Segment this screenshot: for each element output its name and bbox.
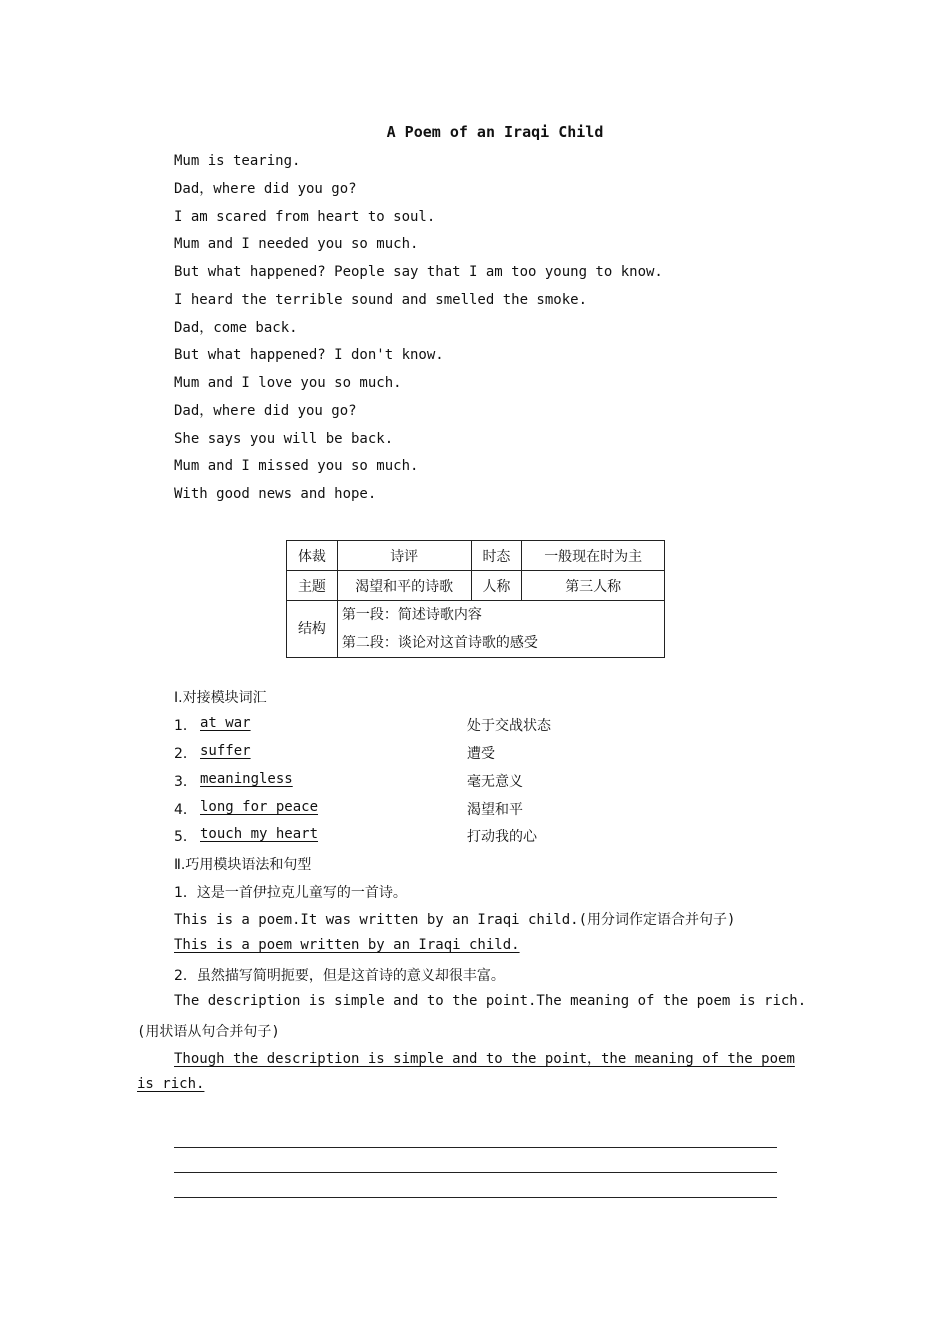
section-heading: Ⅰ.对接模块词汇 <box>174 690 267 706</box>
question-source: (用状语从句合并句子) <box>137 1024 280 1040</box>
vocab-answer: meaningless <box>200 771 293 787</box>
poem-line: Mum is tearing. <box>174 153 301 169</box>
poem-line: But what happened? I don't know. <box>174 347 444 363</box>
divider <box>174 1147 777 1148</box>
vocab-meaning: 遭受 <box>467 746 495 762</box>
poem-line: I heard the terrible sound and smelled the smoke. <box>174 292 588 308</box>
question-prompt: 1．这是一首伊拉克儿童写的一首诗。 <box>174 885 407 901</box>
structure-line: 第一段：简述诗歌内容 <box>341 607 482 623</box>
poem-line: Dad，come back. <box>174 320 298 336</box>
theme-label: 主题 <box>287 571 338 601</box>
item-number: 1． <box>174 718 197 734</box>
table-row <box>287 541 665 571</box>
vocab-answer: suffer <box>200 743 251 759</box>
divider <box>174 1197 777 1198</box>
structure-label: 结构 <box>287 601 338 658</box>
question-source: The description is simple and to the point.The meaning of the poem is rich. <box>174 993 807 1009</box>
question-prompt: 2．虽然描写简明扼要，但是这首诗的意义却很丰富。 <box>174 968 505 984</box>
structure-line: 第二段：谈论对这首诗歌的感受 <box>341 635 538 651</box>
vocab-answer: long for peace <box>200 799 319 815</box>
question-answer: Though the description is simple and to the point，the meaning of the poem <box>174 1051 795 1067</box>
person-label: 人称 <box>471 571 522 601</box>
vocab-meaning: 毫无意义 <box>467 774 523 790</box>
poem-line: Dad，where did you go? <box>174 403 357 419</box>
poem-line: Mum and I missed you so much. <box>174 458 419 474</box>
question-source: This is a poem.It was written by an Iraqi child.(用分词作定语合并句子) <box>174 912 736 928</box>
question-answer: is rich. <box>137 1076 205 1092</box>
vocab-meaning: 处于交战状态 <box>467 718 551 734</box>
info-table <box>286 540 665 658</box>
structure-value <box>337 601 664 658</box>
vocab-meaning: 渴望和平 <box>467 802 523 818</box>
item-number: 4． <box>174 802 197 818</box>
poem-line: But what happened? People say that I am too young to know. <box>174 264 663 280</box>
question-answer: This is a poem written by an Iraqi child. <box>174 937 520 953</box>
poem-line: Mum and I love you so much. <box>174 375 402 391</box>
theme-value: 渴望和平的诗歌 <box>337 571 471 601</box>
person-value: 第三人称 <box>522 571 665 601</box>
table-row <box>287 601 665 658</box>
item-number: 2． <box>174 746 197 762</box>
section-heading: Ⅱ.巧用模块语法和句型 <box>174 857 312 873</box>
vocab-answer: at war <box>200 715 251 731</box>
poem-line: Mum and I needed you so much. <box>174 236 419 252</box>
poem-line: Dad，where did you go? <box>174 181 357 197</box>
poem-line: I am scared from heart to soul. <box>174 209 436 225</box>
divider <box>174 1172 777 1173</box>
item-number: 5． <box>174 829 197 845</box>
genre-label: 体裁 <box>287 541 338 571</box>
poem-line: She says you will be back. <box>174 431 394 447</box>
poem-line: With good news and hope. <box>174 486 377 502</box>
tense-label: 时态 <box>471 541 522 571</box>
table-row <box>287 571 665 601</box>
item-number: 3． <box>174 774 197 790</box>
tense-value: 一般现在时为主 <box>522 541 665 571</box>
page-title: A Poem of an Iraqi Child <box>386 123 604 141</box>
vocab-meaning: 打动我的心 <box>467 829 537 845</box>
genre-value: 诗评 <box>337 541 471 571</box>
vocab-answer: touch my heart <box>200 826 319 842</box>
